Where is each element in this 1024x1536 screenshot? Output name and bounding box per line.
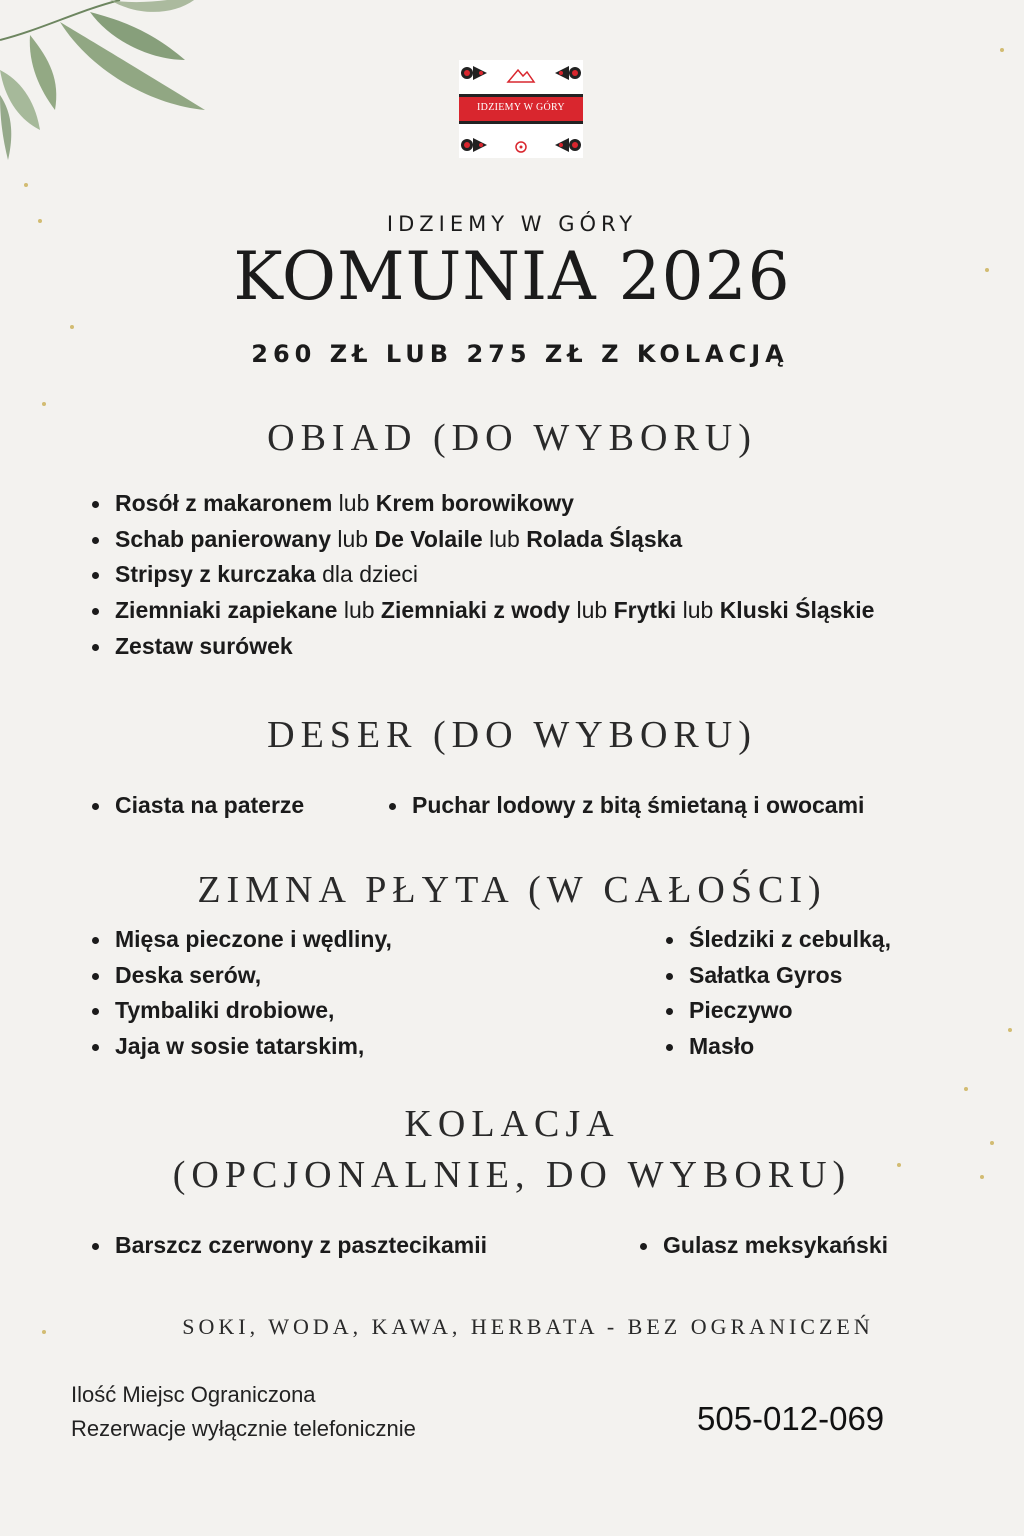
menu-item-connector: lub [570, 597, 614, 624]
folk-ornament-icon [459, 134, 489, 156]
menu-item-dish: Rosół z makaronem [115, 490, 333, 516]
menu-item [386, 788, 864, 824]
menu-item-dish: Barszcz czerwony z pasztecikamii [115, 1232, 487, 1258]
menu-item-dish: Pieczywo [689, 997, 793, 1024]
menu-item-dish: Deska serów, [115, 961, 262, 988]
folk-ornament-icon [553, 62, 583, 84]
menu-item-dish: Stripsy z kurczaka [115, 561, 316, 588]
folk-ornament-icon [553, 134, 583, 156]
price-line: 260 ZŁ LUB 275 ZŁ Z KOLACJĄ [251, 340, 789, 368]
menu-item-dish: Puchar lodowy z bitą śmietaną i owocami [412, 792, 865, 818]
kolacja-list-right [637, 1228, 888, 1264]
reservation-note: Rezerwacje wyłącznie telefonicznie [71, 1416, 416, 1441]
menu-item-dish: Schab panierowany [115, 525, 332, 552]
gold-speck-decoration [70, 325, 74, 329]
menu-item [89, 1029, 392, 1065]
section-subheading-kolacja: (OPCJONALNIE, DO WYBORU) [172, 1154, 852, 1196]
menu-item [637, 1228, 888, 1264]
limited-seats-note: Ilość Miejsc Ograniczona [71, 1382, 316, 1407]
gold-speck-decoration [964, 1087, 968, 1091]
menu-item-connector: lub [482, 525, 527, 552]
menu-item-dish: Masło [689, 1033, 755, 1060]
menu-item-dish: Sałatka Gyros [689, 961, 843, 988]
menu-item-dish: Frytki [613, 597, 677, 624]
gold-speck-decoration [1000, 48, 1004, 52]
obiad-list [89, 486, 874, 665]
phone-number: 505-012-069 [697, 1400, 885, 1437]
menu-item [89, 993, 392, 1029]
section-heading-kolacja: KOLACJA [404, 1103, 620, 1145]
menu-item-dish: Ziemniaki z wody [380, 597, 571, 624]
menu-item-dish: Ciasta na paterze [115, 792, 305, 818]
menu-item [89, 486, 874, 522]
drinks-note: SOKI, WODA, KAWA, HERBATA - BEZ OGRANICZEŃ [182, 1314, 874, 1339]
menu-item [663, 958, 891, 994]
menu-item [89, 788, 304, 824]
menu-item [663, 922, 891, 958]
menu-item [89, 958, 392, 994]
menu-item-dish: Zestaw surówek [115, 632, 293, 659]
menu-item [89, 629, 874, 665]
menu-item-dish: Tymbaliki drobiowe, [115, 997, 335, 1024]
section-heading-obiad: OBIAD (DO WYBORU) [267, 417, 757, 459]
brand-name: IDZIEMY W GÓRY [386, 212, 638, 236]
menu-item [89, 557, 874, 593]
footer-info [71, 1378, 416, 1446]
menu-item-dish: Kluski Śląskie [719, 597, 875, 624]
gold-speck-decoration [1008, 1028, 1012, 1032]
menu-item-connector: lub [332, 490, 376, 516]
deser-list-right [386, 788, 864, 824]
menu-item [663, 1029, 891, 1065]
zimna-list-left [89, 922, 392, 1065]
menu-item-connector: lub [676, 597, 720, 624]
menu-item-dish: Mięsa pieczone i wędliny, [115, 926, 392, 952]
logo-band [459, 94, 583, 124]
kolacja-list-left [89, 1228, 487, 1264]
menu-item [89, 922, 392, 958]
mountain-icon [506, 66, 536, 84]
menu-item-dish: Ziemniaki zapiekane [115, 597, 338, 624]
menu-item [89, 1228, 487, 1264]
logo [459, 60, 583, 158]
gold-speck-decoration [24, 183, 28, 187]
menu-item-dish: Jaja w sosie tatarskim, [115, 1033, 365, 1060]
menu-item-dish: Krem borowikowy [375, 490, 574, 516]
menu-item [89, 522, 874, 558]
gold-speck-decoration [42, 402, 46, 406]
section-heading-zimna-plyta: ZIMNA PŁYTA (W CAŁOŚCI) [197, 869, 827, 911]
menu-item-connector: dla dzieci [315, 561, 418, 588]
page-title: KOMUNIA 2026 [233, 238, 791, 315]
menu-item-dish: De Volaile [374, 525, 483, 552]
menu-item-dish: Śledziki z cebulką, [689, 926, 891, 952]
deser-list-left [89, 788, 304, 824]
folk-ornament-icon [509, 140, 533, 154]
menu-item-connector: lub [331, 525, 375, 552]
zimna-list-right [663, 922, 891, 1065]
folk-ornament-icon [459, 62, 489, 84]
menu-item-connector: lub [337, 597, 381, 624]
menu-item-dish: Rolada Śląska [526, 525, 683, 552]
menu-item [663, 993, 891, 1029]
menu-item-dish: Gulasz meksykański [663, 1232, 889, 1258]
logo-text: IDZIEMY W GÓRY [477, 102, 565, 113]
section-heading-deser: DESER (DO WYBORU) [267, 714, 757, 756]
leaf-decoration [0, 0, 220, 170]
menu-item [89, 593, 874, 629]
